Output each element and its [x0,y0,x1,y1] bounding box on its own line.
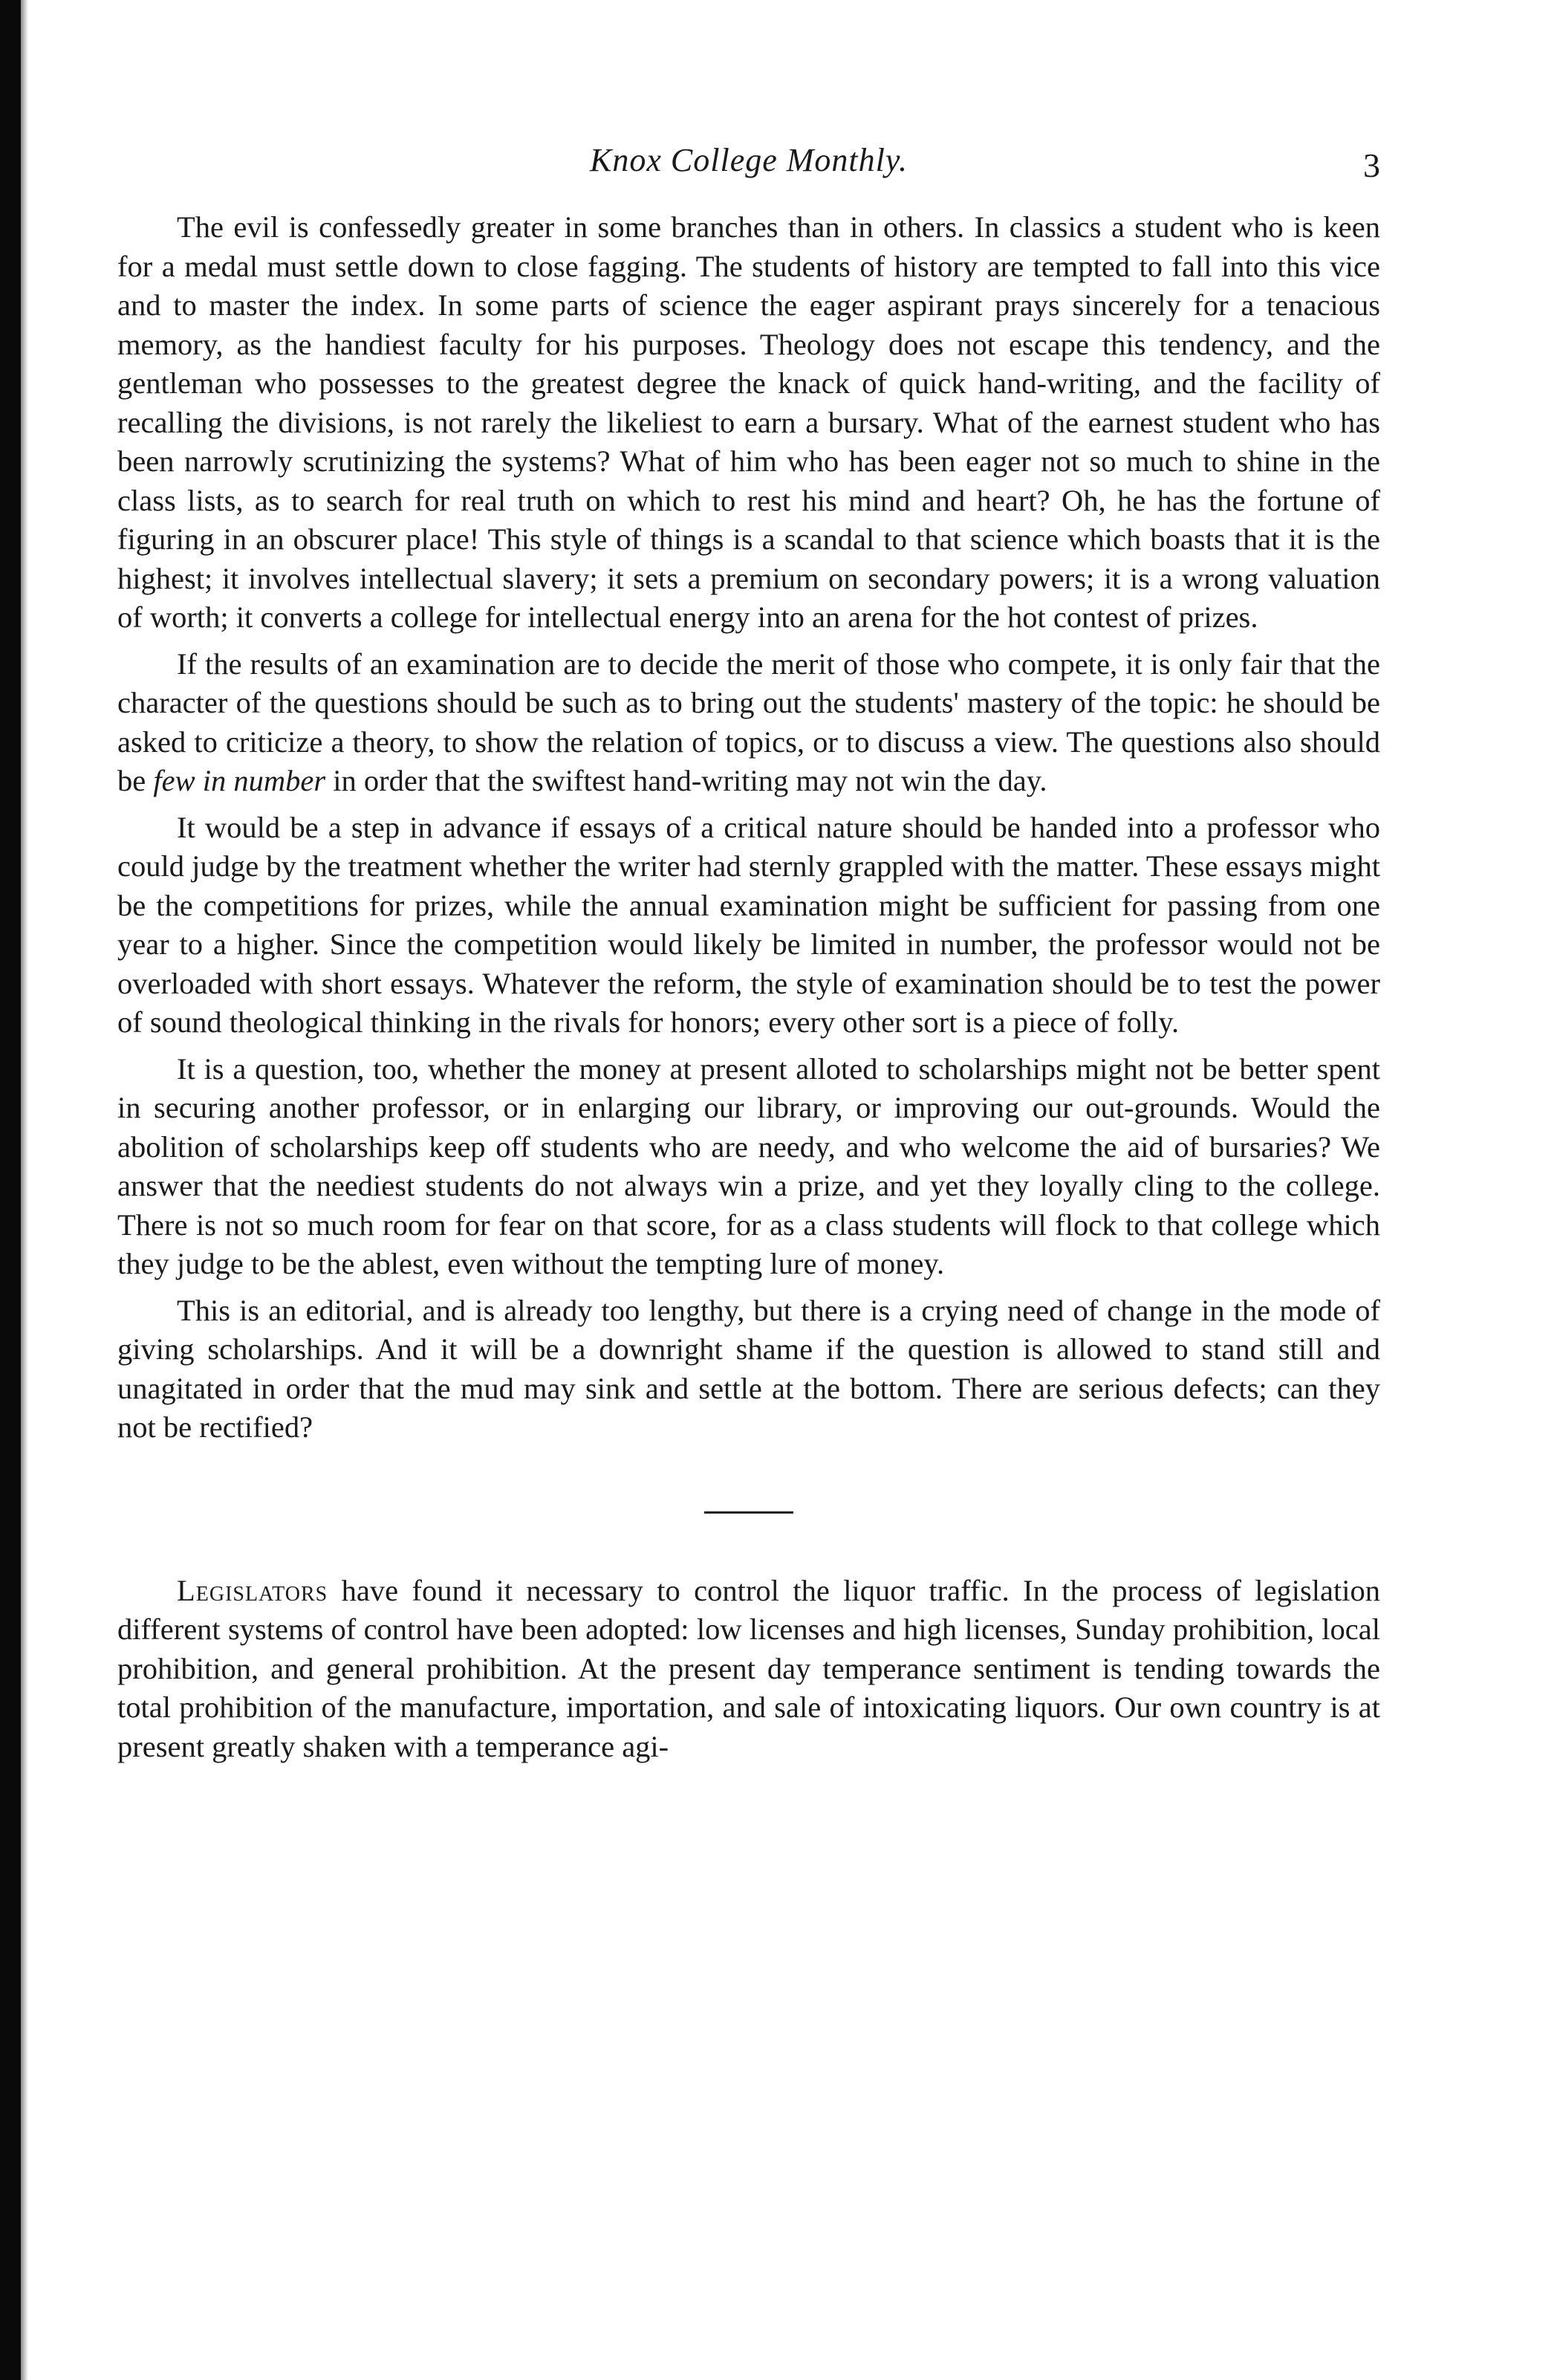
paragraph-text: in order that the swiftest hand-writing may not win the day. [325,764,1047,797]
paragraph: The evil is confessedly greater in some branches than in others. In classics a student who is keen for a medal must settle down to close fagging. The students of history are tempted to fall into this vice and to master the index. In some parts of science the eager aspirant prays sincerely for a tenacious memory, as the handiest faculty for his purposes. Theology does not escape this tendency, and the gentleman who possesses to the greatest degree the knack of quick hand-writing, and the facility of recalling the divisions, is not rarely the likeliest to earn a bursary. What of the earnest student who has been narrowly scrutinizing the systems? What of him who has been eager not so much to shine in the class lists, as to search for real truth on which to rest his mind and heart? Oh, he has the fortune of figuring in an obscurer place! This style of things is a scandal to that science which boasts that it is the highest; it involves intellectual slavery; it sets a premium on secondary powers; it is a wrong valuation of worth; it converts a college for intellectual energy into an arena for the hot contest of prizes. [117,210,1380,634]
paragraph: It is a question, too, whether the money at present alloted to scholarships might not be better spent in securing another professor, or in enlarging our library, or improving our out-grounds. Would the abolition of scholarships keep off students who are needy, and who welcome the aid of bursaries? We answer that the neediest students do not always win a prize, and yet they loyally cling to the college. There is not so much room for fear on that score, for as a class students will flock to that college which they judge to be the ablest, even without the tempting lure of money. [117,1051,1380,1280]
paragraph-text: have found it necessary to control the liquor traffic. In the process of legislation different systems of control have been adopted: low licenses and high licenses, Sunday prohibition, local prohibition, and general prohibition. At the present day temperance sentiment is tending towards the total prohibition of the manufacture, importation, and sale of intoxicating liquors. Our own country is at present greatly shaken with a temperance agi- [117,1573,1380,1763]
next-article-body [117,1572,1380,1767]
lead-word: Legislators [177,1573,328,1607]
paragraph [117,1572,1380,1767]
paragraph [117,645,1380,801]
paragraph-text: If the results of an examination are to decide the merit of those who compete, it is only fair that the character of the questions should be such as to bring out the students' mastery of the topic: he should be asked to criticize a theory, to show the relation of topics, or to discuss a view. The questions also should be [117,646,1380,797]
editorial-body [117,208,1380,1447]
paragraph: It would be a step in advance if essays of a critical nature should be handed into a professor who could judge by the treatment whether the writer had sternly grappled with the matter. These essays might be the competitions for prizes, while the annual examination might be sufficient for passing from one year to a higher. Since the competition would likely be limited in number, the professor would not be overloaded with short essays. Whatever the reform, the style of examination should be to test the power of sound theological thinking in the rivals for honors; every other sort is a piece of folly. [117,810,1380,1039]
section-divider [704,1511,793,1514]
running-head [117,141,1380,208]
running-title: Knox College Monthly. [590,142,908,178]
emphasis-text: few in number [153,764,326,797]
page [117,141,1380,1766]
scan-binding-edge [0,0,21,2380]
paragraph: This is an editorial, and is already too lengthy, but there is a crying need of change in the mode of giving scholarships. And it will be a downright shame if the question is allowed to stand still and unagitated in order that the mud may sink and settle at the bottom. There are serious defects; can they not be rectified? [117,1293,1380,1444]
page-number: 3 [1363,146,1380,184]
